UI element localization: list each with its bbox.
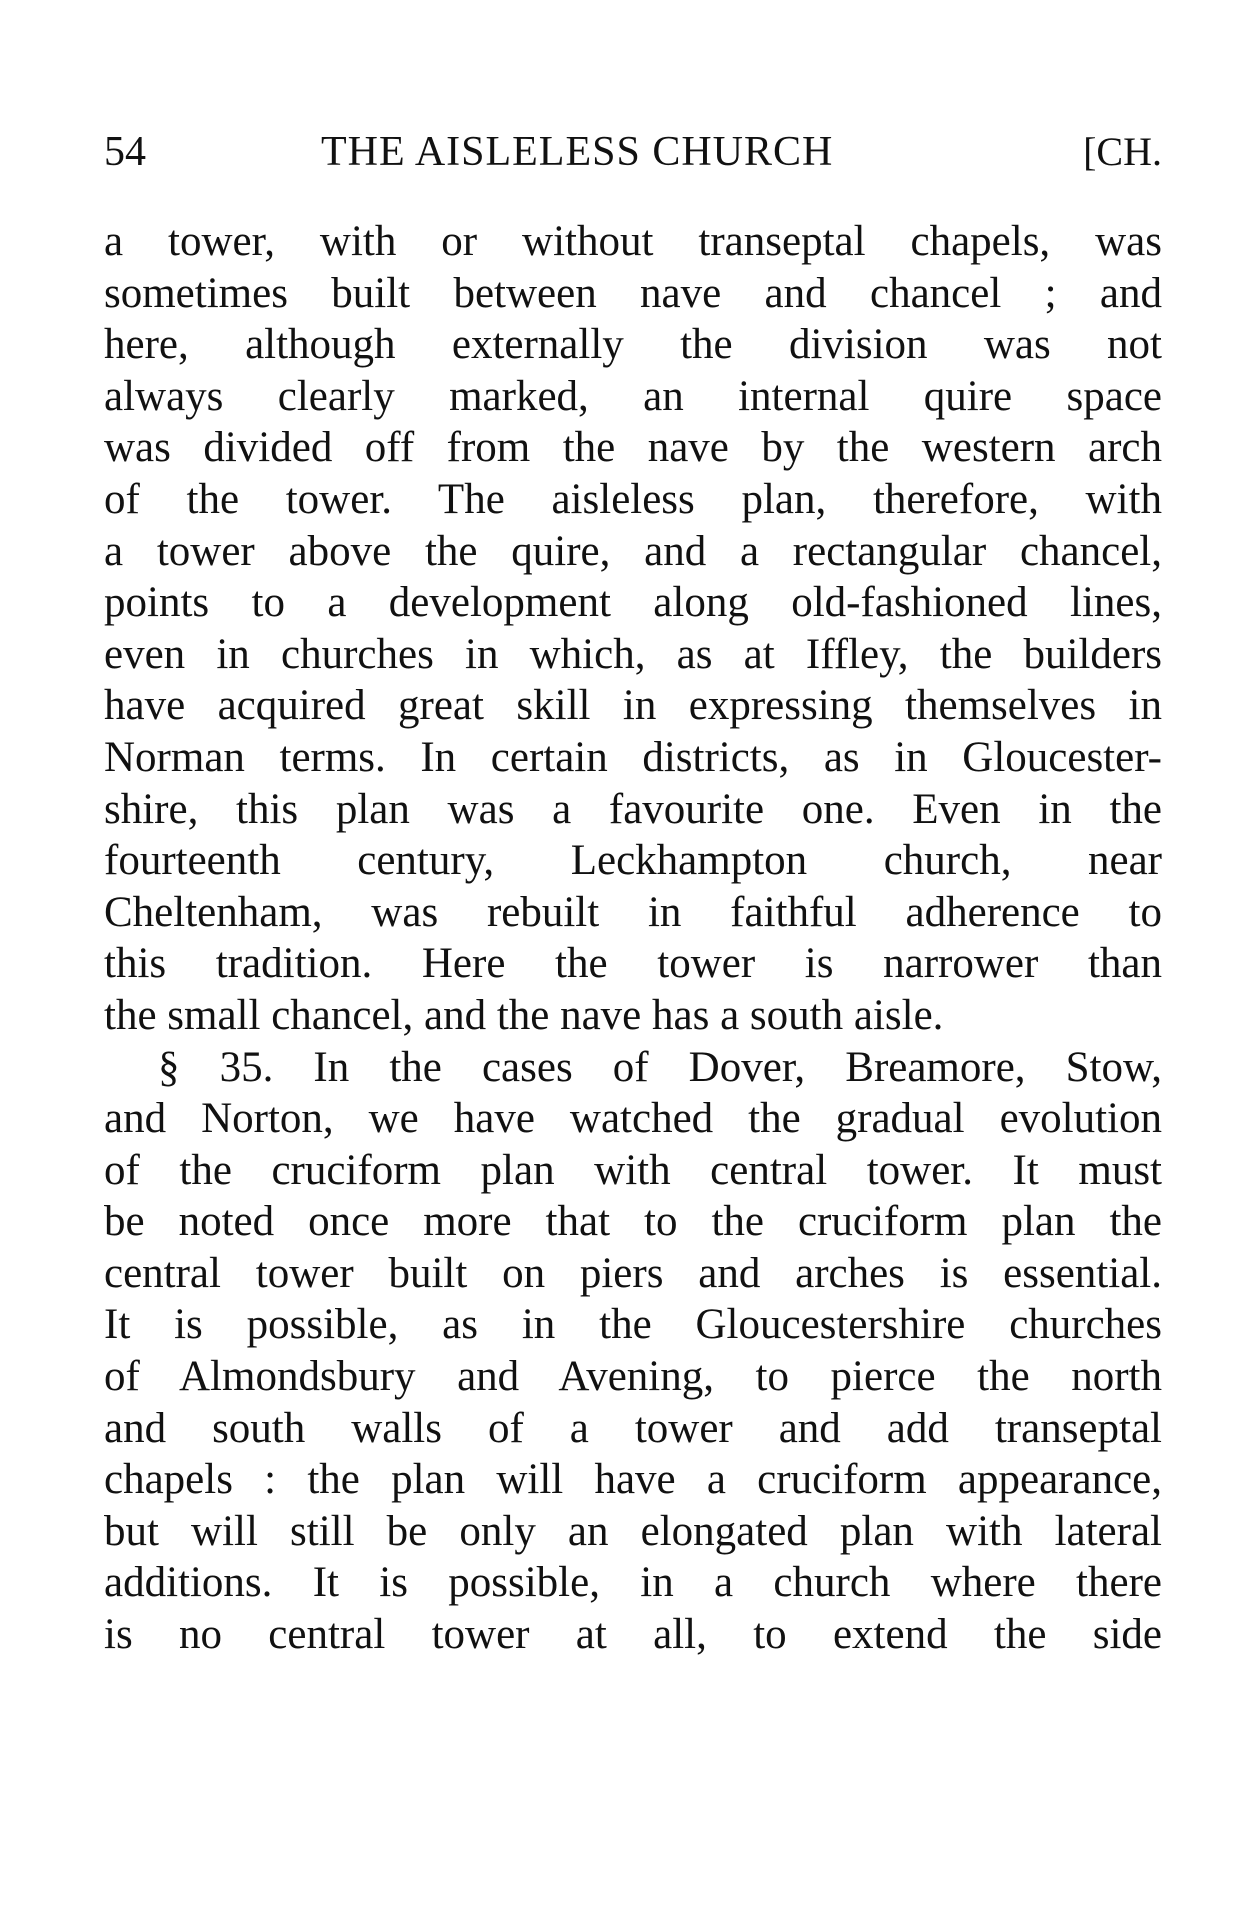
text-line: § 35. In the cases of Dover, Breamore, Stow, [158,1043,1162,1091]
text-line: but will still be only an elongated plan with lateral [104,1507,1162,1555]
text-line: of the tower. The aisleless plan, therefore, with [104,475,1162,523]
chapter-mark: [CH. [1083,129,1162,174]
text-line: fourteenth century, Leckhampton church, near [104,837,1162,885]
running-header [104,128,1162,178]
text-line: additions. It is possible, in a church where there [104,1559,1162,1607]
text-line: is no central tower at all, to extend the side [104,1611,1162,1659]
text-line: was divided off from the nave by the western arch [104,424,1162,472]
text-line: have acquired great skill in expressing themselves in [104,682,1162,730]
text-line: Norman terms. In certain districts, as in Gloucester- [104,733,1162,781]
body-text [104,216,1162,1661]
running-title: THE AISLELESS CHURCH [321,129,834,175]
text-line: points to a development along old-fashioned lines, [104,579,1162,627]
text-line: central tower built on piers and arches is essential. [104,1249,1162,1297]
text-line: chapels : the plan will have a cruciform appearance, [104,1456,1162,1504]
text-line: Cheltenham, was rebuilt in faithful adherence to [104,888,1162,936]
text-line: the small chancel, and the nave has a south aisle. [104,991,944,1039]
text-line: even in churches in which, as at Iffley, the builders [104,630,1162,678]
text-line: It is possible, as in the Gloucestershire churches [104,1301,1162,1349]
text-line: of the cruciform plan with central tower. It must [104,1146,1162,1194]
text-line: here, although externally the division was not [104,321,1162,369]
text-line: of Almondsbury and Avening, to pierce the north [104,1353,1162,1401]
text-line: a tower above the quire, and a rectangular chancel, [104,527,1162,575]
text-line: this tradition. Here the tower is narrower than [104,940,1162,988]
text-line: always clearly marked, an internal quire space [104,372,1162,420]
text-line: sometimes built between nave and chancel ; and [104,269,1162,317]
text-line: and Norton, we have watched the gradual evolution [104,1095,1162,1143]
text-line: be noted once more that to the cruciform plan the [104,1198,1162,1246]
text-line: shire, this plan was a favourite one. Even in the [104,785,1162,833]
text-line: a tower, with or without transeptal chapels, was [104,218,1162,265]
text-line: and south walls of a tower and add transeptal [104,1404,1162,1452]
page-number: 54 [104,129,146,175]
